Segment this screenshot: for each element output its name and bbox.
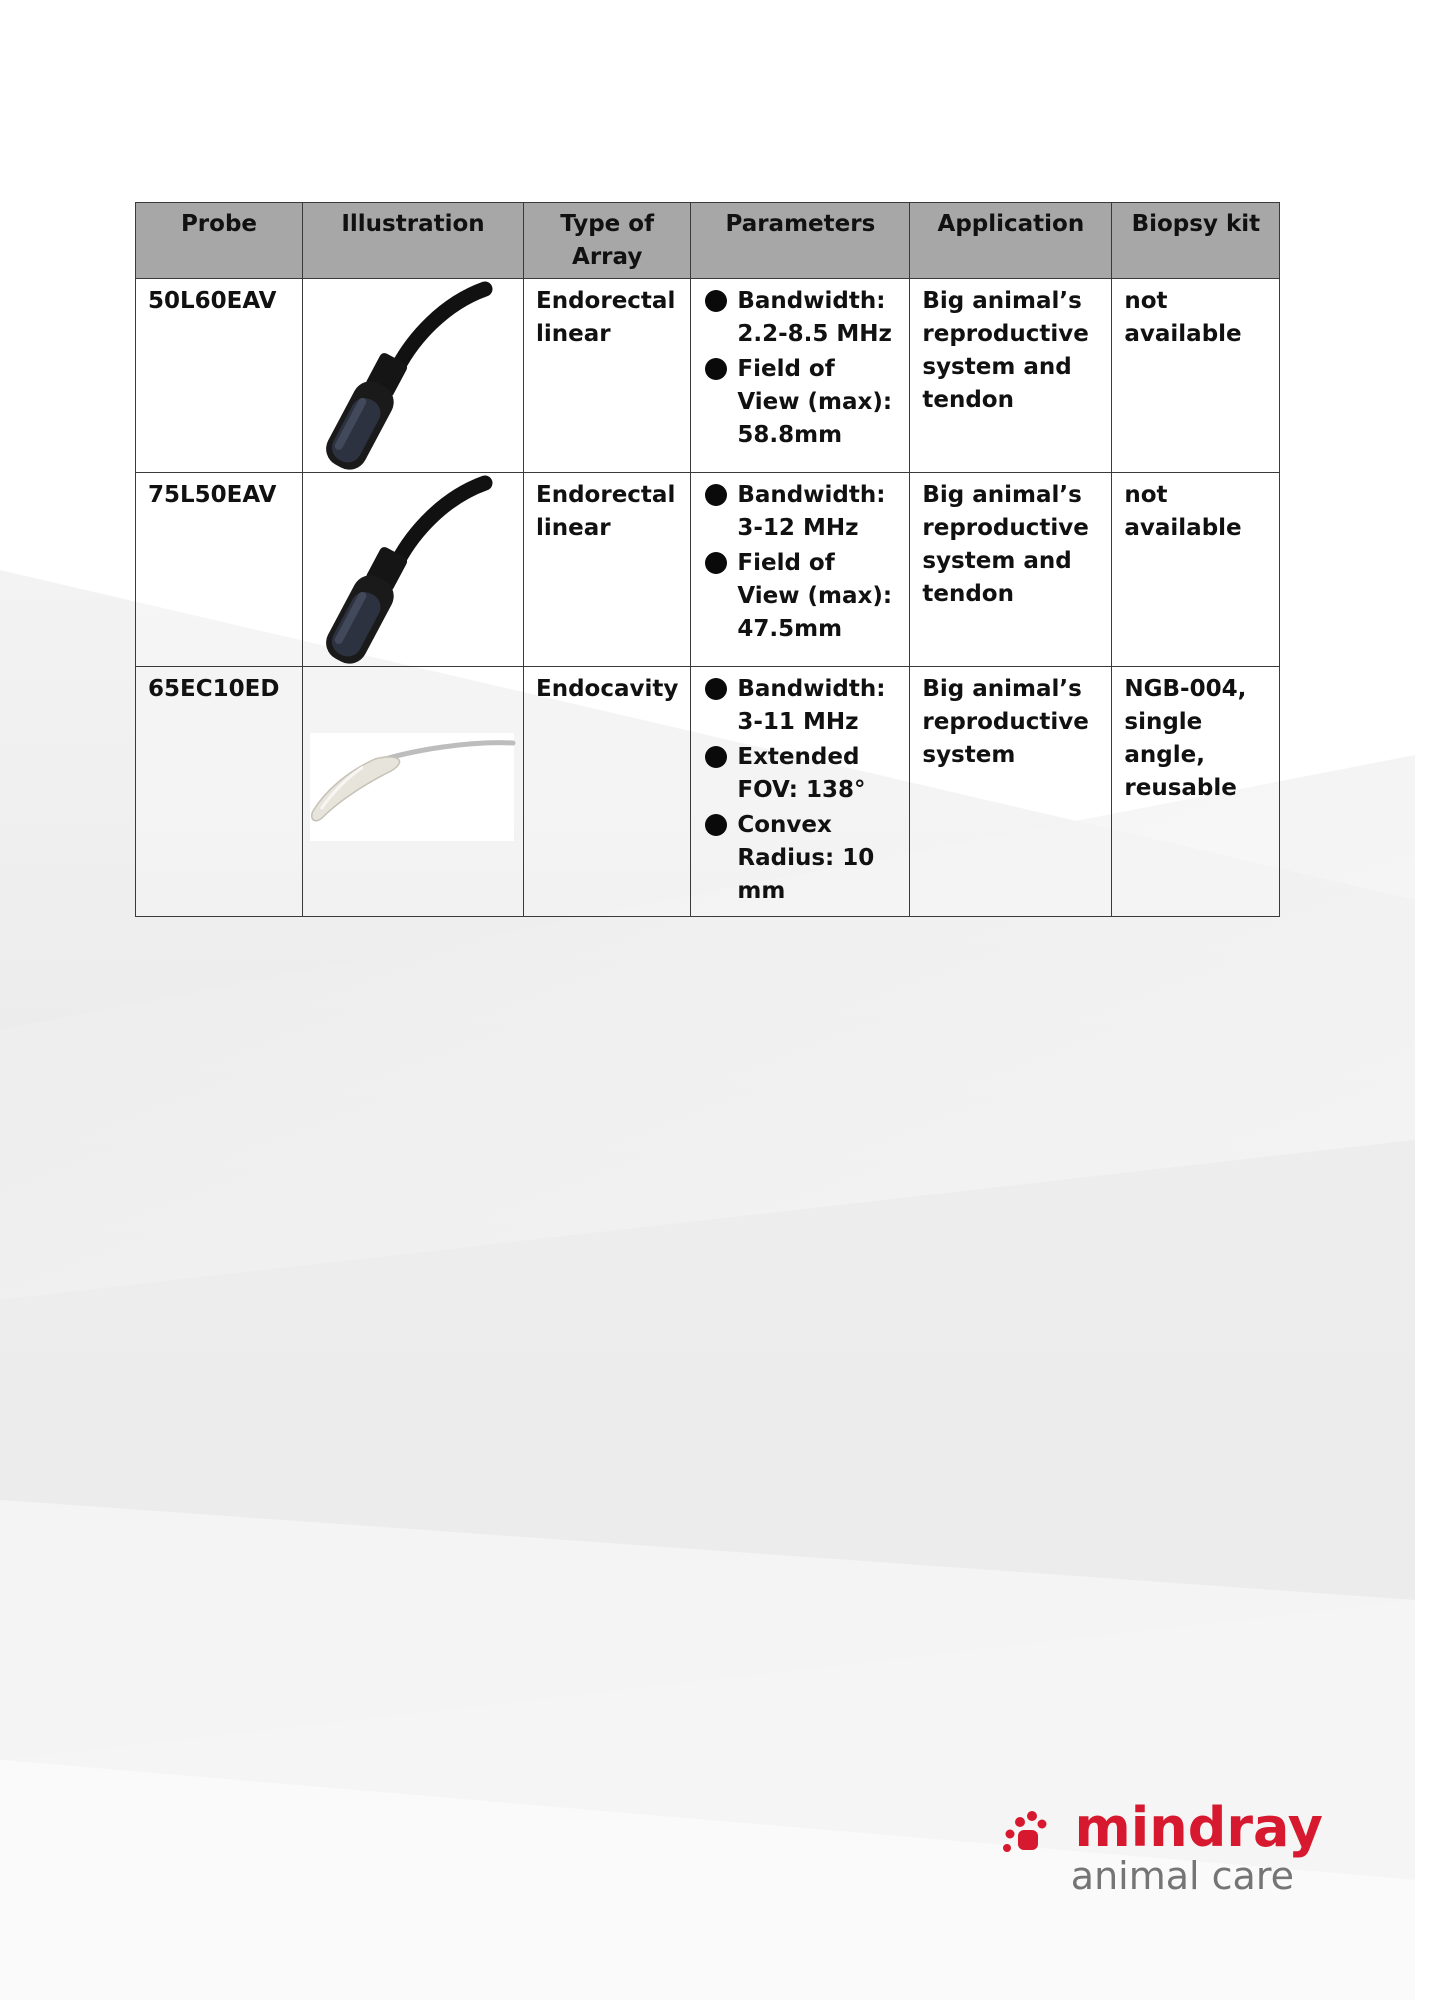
biopsy-kit-cell: NGB-004, single angle, reusable xyxy=(1112,667,1280,917)
parameter-item: Field of View (max): 47.5mm xyxy=(703,547,897,646)
header-type-of-array: Type of Array xyxy=(524,203,691,279)
parameter-item: Bandwidth: 2.2-8.5 MHz xyxy=(703,285,897,351)
header-application: Application xyxy=(910,203,1112,279)
probe-name: 75L50EAV xyxy=(136,473,303,667)
biopsy-kit-cell: not available xyxy=(1112,473,1280,667)
parameter-item: Bandwidth: 3-12 MHz xyxy=(703,479,897,545)
probe-spec-table xyxy=(135,202,1280,917)
parameters-cell xyxy=(691,473,910,667)
parameter-item: Field of View (max): 58.8mm xyxy=(703,353,897,452)
array-type: Endorectal linear xyxy=(524,279,691,473)
header-illustration: Illustration xyxy=(303,203,524,279)
parameter-item: Convex Radius: 10 mm xyxy=(703,809,897,908)
logo-tagline: animal care xyxy=(1070,1854,1294,1895)
parameter-item: Bandwidth: 3-11 MHz xyxy=(703,673,897,739)
probe-name: 65EC10ED xyxy=(136,667,303,917)
biopsy-kit-cell: not available xyxy=(1112,279,1280,473)
probe-illustration xyxy=(303,667,524,917)
paw-icon xyxy=(1003,1811,1047,1852)
table-row xyxy=(136,473,1280,667)
table-header-row xyxy=(136,203,1280,279)
application-cell: Big animal’s reproductive system and tendon xyxy=(910,473,1112,667)
mindray-animal-care-logo xyxy=(998,1800,1328,1895)
application-cell: Big animal’s reproductive system xyxy=(910,667,1112,917)
black-endorectal-linear-probe-icon xyxy=(303,279,523,472)
header-probe: Probe xyxy=(136,203,303,279)
array-type: Endocavity xyxy=(524,667,691,917)
array-type: Endorectal linear xyxy=(524,473,691,667)
black-endorectal-linear-probe-icon xyxy=(303,473,523,666)
probe-illustration xyxy=(303,473,524,667)
logo-brand: mindray xyxy=(1074,1800,1323,1859)
table-row xyxy=(136,667,1280,917)
header-parameters: Parameters xyxy=(691,203,910,279)
parameters-cell xyxy=(691,279,910,473)
probe-illustration xyxy=(303,279,524,473)
application-cell: Big animal’s reproductive system and tendon xyxy=(910,279,1112,473)
parameters-cell xyxy=(691,667,910,917)
white-endocavity-probe-icon xyxy=(303,667,523,915)
probe-name: 50L60EAV xyxy=(136,279,303,473)
header-biopsy-kit: Biopsy kit xyxy=(1112,203,1280,279)
parameter-item: Extended FOV: 138° xyxy=(703,741,897,807)
table-row xyxy=(136,279,1280,473)
